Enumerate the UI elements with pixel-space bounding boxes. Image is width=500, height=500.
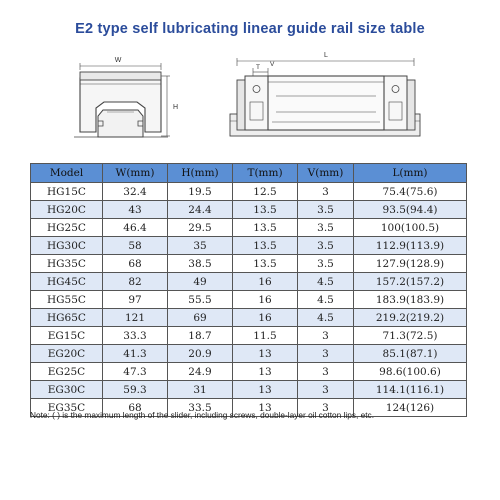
cell-v: 4.5	[298, 273, 354, 291]
cell-v: 3	[298, 327, 354, 345]
cell-t: 13.5	[233, 237, 298, 255]
cell-t: 16	[233, 291, 298, 309]
footnote: Note: ( ) is the maximum length of the slider, including screws, double-layer oil cotton lips, etc.	[30, 410, 375, 420]
cell-l: 75.4(75.6)	[354, 183, 467, 201]
cell-v: 3	[298, 363, 354, 381]
table-row	[31, 345, 467, 363]
cell-model: EG30C	[31, 381, 103, 399]
cell-model: HG55C	[31, 291, 103, 309]
cell-t: 13	[233, 363, 298, 381]
cell-w: 32.4	[103, 183, 168, 201]
cell-v: 3.5	[298, 255, 354, 273]
cell-model: HG20C	[31, 201, 103, 219]
header-v: V(mm)	[298, 164, 354, 183]
cell-l: 219.2(219.2)	[354, 309, 467, 327]
cell-w: 82	[103, 273, 168, 291]
table-row	[31, 255, 467, 273]
cell-model: HG30C	[31, 237, 103, 255]
cell-t: 13.5	[233, 201, 298, 219]
cell-t: 16	[233, 309, 298, 327]
cell-w: 97	[103, 291, 168, 309]
front-view-drawing	[74, 63, 170, 137]
table-row	[31, 363, 467, 381]
cell-w: 68	[103, 255, 168, 273]
cell-l: 93.5(94.4)	[354, 201, 467, 219]
cell-model: HG25C	[31, 219, 103, 237]
cell-t: 13.5	[233, 219, 298, 237]
cell-t: 13	[233, 399, 298, 417]
cell-l: 112.9(113.9)	[354, 237, 467, 255]
cell-w: 43	[103, 201, 168, 219]
cell-v: 4.5	[298, 291, 354, 309]
header-model: Model	[31, 164, 103, 183]
header-w: W(mm)	[103, 164, 168, 183]
cell-w: 121	[103, 309, 168, 327]
cell-l: 114.1(116.1)	[354, 381, 467, 399]
cell-v: 3	[298, 183, 354, 201]
header-h: H(mm)	[168, 164, 233, 183]
cell-l: 98.6(100.6)	[354, 363, 467, 381]
cell-w: 33.3	[103, 327, 168, 345]
table-row	[31, 327, 467, 345]
cell-h: 69	[168, 309, 233, 327]
cell-v: 3.5	[298, 201, 354, 219]
cell-model: EG15C	[31, 327, 103, 345]
table-row	[31, 183, 467, 201]
h-dimension-label: H	[173, 104, 179, 111]
cell-model: HG35C	[31, 255, 103, 273]
table-row	[31, 309, 467, 327]
cell-model: EG20C	[31, 345, 103, 363]
page-title: E2 type self lubricating linear guide rail size table	[75, 21, 425, 37]
cell-h: 24.4	[168, 201, 233, 219]
table-row	[31, 237, 467, 255]
size-table	[30, 163, 467, 417]
cell-w: 58	[103, 237, 168, 255]
l-dimension-label: L	[324, 52, 328, 59]
cell-h: 20.9	[168, 345, 233, 363]
cell-v: 3	[298, 399, 354, 417]
cell-w: 41.3	[103, 345, 168, 363]
cell-h: 29.5	[168, 219, 233, 237]
cell-h: 18.7	[168, 327, 233, 345]
cell-v: 3	[298, 381, 354, 399]
table-row	[31, 273, 467, 291]
cell-l: 71.3(72.5)	[354, 327, 467, 345]
cell-h: 33.5	[168, 399, 233, 417]
cell-v: 3.5	[298, 219, 354, 237]
technical-drawing	[0, 0, 500, 160]
cell-h: 38.5	[168, 255, 233, 273]
cell-h: 49	[168, 273, 233, 291]
cell-v: 3	[298, 345, 354, 363]
cell-l: 183.9(183.9)	[354, 291, 467, 309]
table-header-row	[31, 164, 467, 183]
cell-h: 55.5	[168, 291, 233, 309]
cell-w: 47.3	[103, 363, 168, 381]
cell-l: 85.1(87.1)	[354, 345, 467, 363]
v-dimension-label: V	[270, 61, 275, 68]
cell-t: 13	[233, 345, 298, 363]
cell-w: 59.3	[103, 381, 168, 399]
cell-h: 19.5	[168, 183, 233, 201]
cell-model: EG35C	[31, 399, 103, 417]
table-row	[31, 201, 467, 219]
cell-l: 100(100.5)	[354, 219, 467, 237]
cell-model: HG65C	[31, 309, 103, 327]
cell-h: 35	[168, 237, 233, 255]
cell-model: HG15C	[31, 183, 103, 201]
cell-l: 157.2(157.2)	[354, 273, 467, 291]
table-body	[31, 183, 467, 417]
cell-h: 24.9	[168, 363, 233, 381]
cell-t: 16	[233, 273, 298, 291]
table-row	[31, 381, 467, 399]
cell-w: 68	[103, 399, 168, 417]
table-row	[31, 219, 467, 237]
cell-h: 31	[168, 381, 233, 399]
t-dimension-label: T	[256, 64, 260, 71]
cell-model: HG45C	[31, 273, 103, 291]
cell-t: 12.5	[233, 183, 298, 201]
cell-model: EG25C	[31, 363, 103, 381]
cell-w: 46.4	[103, 219, 168, 237]
cell-v: 4.5	[298, 309, 354, 327]
cell-t: 13.5	[233, 255, 298, 273]
table-row	[31, 291, 467, 309]
header-l: L(mm)	[354, 164, 467, 183]
cell-t: 11.5	[233, 327, 298, 345]
cell-l: 124(126)	[354, 399, 467, 417]
cell-t: 13	[233, 381, 298, 399]
header-t: T(mm)	[233, 164, 298, 183]
cell-l: 127.9(128.9)	[354, 255, 467, 273]
cell-v: 3.5	[298, 237, 354, 255]
w-dimension-label: W	[114, 57, 122, 64]
